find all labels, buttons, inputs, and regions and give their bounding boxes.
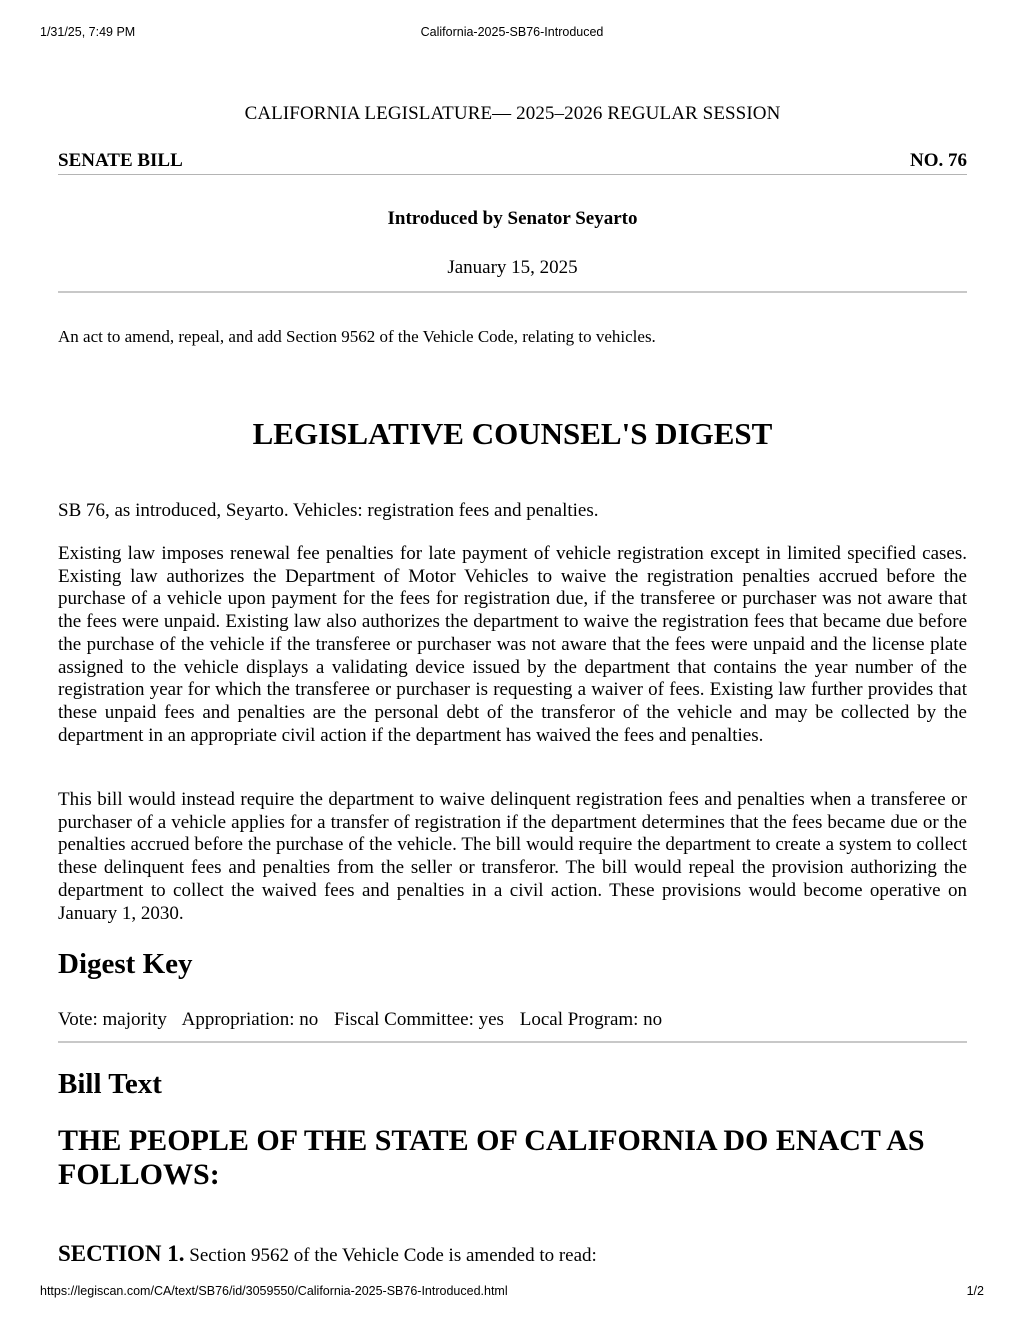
print-datetime: 1/31/25, 7:49 PM [40,25,136,39]
appropriation-value: Appropriation: no [181,1009,319,1030]
digest-title: LEGISLATIVE COUNSEL'S DIGEST [252,416,773,451]
session-heading: CALIFORNIA LEGISLATURE— 2025–2026 REGULAR SESSION [244,103,781,124]
fiscal-committee-value: Fiscal Committee: yes [334,1009,504,1030]
page-number: 1/2 [966,1284,984,1298]
vote-value: Vote: majority [58,1009,167,1030]
digest-paragraph: This bill would instead require the department to waive delinquent registration fees and penalties when a transferee or purchaser of a vehicle applies for a transfer of registration if the department determines that the fees became due or the penalties accrued before the purchase of the vehicle. The bill would require the department to create a system to collect these delinquent fees and penalties from the seller or transferor. The bill would repeal the provision authorizing the department to collect the waived fees and penalties in a civil action. These provisions would become operative on January 1, 2030. [58,789,967,924]
bill-text-heading: Bill Text [58,1068,162,1100]
section-line [58,1241,967,1267]
digest-key-values [58,1009,967,1031]
digest-key-heading: Digest Key [58,948,193,980]
section-label: SECTION 1. [58,1241,185,1266]
introduced-date: January 15, 2025 [447,257,578,278]
print-footer [0,1284,1024,1302]
divider [58,1041,967,1043]
divider [58,291,967,293]
act-description: An act to amend, repeal, and add Section 9562 of the Vehicle Code, relating to vehicles. [58,327,656,346]
print-title: California-2025-SB76-Introduced [420,25,604,39]
digest-paragraph: Existing law imposes renewal fee penalties for late payment of vehicle registration except in limited specified cases. Existing law authorizes the Department of Motor Vehicles to waive the registration penalties accrued before the purchase of a vehicle upon payment for the fees for registration due, if the transferee or purchaser was not aware that the fees were unpaid. Existing law also authorizes the department to waive the registration fees that became due before the purchase of the vehicle if the transferee or purchaser was not aware that the fees were unpaid and the license plate assigned to the vehicle displays a validating device issued by the department that contains the year number of the registration year for which the transferee or purchaser is requesting a waiver of fees. Existing law further provides that these unpaid fees and penalties are the personal debt of the transferor of the vehicle and may be collected by the department in an appropriate civil action if the department has waived the fees and penalties. [58,543,967,746]
digest-summary: SB 76, as introduced, Seyarto. Vehicles: registration fees and penalties. [58,500,599,521]
section-text: Section 9562 of the Vehicle Code is amended to read: [189,1245,597,1266]
bill-type: SENATE BILL [58,150,183,171]
source-url: https://legiscan.com/CA/text/SB76/id/3059550/California-2025-SB76-Introduced.html [40,1284,508,1298]
bill-identifier-row [58,150,967,175]
print-header [0,25,1024,43]
enactment-clause: THE PEOPLE OF THE STATE OF CALIFORNIA DO ENACT AS FOLLOWS: [58,1124,925,1191]
local-program-value: Local Program: no [519,1009,663,1030]
bill-number: NO. 76 [910,150,967,171]
introduced-by: Introduced by Senator Seyarto [387,208,638,229]
